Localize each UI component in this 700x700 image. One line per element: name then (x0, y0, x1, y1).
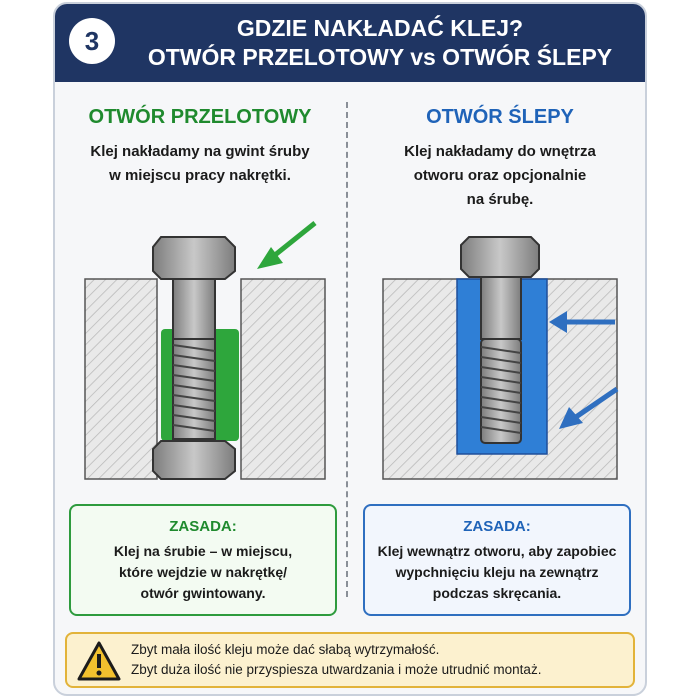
blind-hole-rule-box (363, 504, 631, 616)
nut (153, 441, 235, 479)
rule-line-1: Klej wewnątrz otworu, aby zapobiec (377, 543, 617, 559)
through-hole-title: OTWÓR PRZELOTOWY (88, 106, 312, 128)
bolt-thread (481, 339, 521, 443)
title-line-2: OTWÓR PRZELOTOWY vs OTWÓR ŚLEPY (147, 44, 613, 70)
through-hole-desc-line-1: Klej nakładamy na gwint śruby (90, 143, 310, 160)
right-block-part (241, 279, 325, 479)
bolt-thread (173, 339, 215, 439)
rule-title: ZASADA: (169, 518, 237, 535)
green-arrow-icon (257, 223, 315, 269)
column-divider (346, 102, 348, 597)
title-line-1: GDZIE NAKŁADAĆ KLEJ? (236, 15, 524, 41)
rule-line-3: podczas skręcania. (432, 585, 562, 601)
bolt-shank (481, 277, 521, 339)
blind-hole-title: OTWÓR ŚLEPY (426, 106, 574, 128)
warning-line-2: Zbyt duża ilość nie przyspiesza utwardzania i może utrudnić montaż. (131, 662, 542, 677)
page-title (125, 14, 635, 72)
bolt-head (153, 237, 235, 279)
bolt-head (461, 237, 539, 277)
through-hole-description (55, 140, 345, 188)
rule-title: ZASADA: (463, 518, 531, 535)
through-hole-diagram (75, 219, 345, 484)
blind-hole-diagram (365, 219, 635, 484)
rule-line-1: Klej na śrubie – w miejscu, (113, 543, 293, 559)
warning-box (65, 632, 635, 688)
blind-hole-description (355, 140, 645, 212)
through-hole-rule-box (69, 504, 337, 616)
rule-line-2: wypchnięciu kleju na zewnątrz (395, 564, 599, 580)
instruction-card (53, 2, 647, 696)
rule-line-2: które wejdzie w nakrętkę/ (118, 564, 288, 580)
rule-line-3: otwór gwintowany. (140, 585, 266, 601)
through-hole-desc-line-2: w miejscu pracy nakrętki. (109, 167, 291, 184)
left-block-part (85, 279, 157, 479)
step-number-badge: 3 (69, 18, 115, 64)
warning-line-1: Zbyt mała ilość kleju może dać słabą wytrzymałość. (131, 642, 440, 657)
header-bar (55, 4, 645, 82)
warning-triangle-icon (77, 640, 121, 682)
blind-hole-desc-line-2: otworu oraz opcjonalnie (413, 167, 587, 184)
warning-text (131, 640, 541, 680)
blind-hole-desc-line-3: na śrubę. (466, 191, 534, 208)
blind-hole-desc-line-1: Klej nakładamy do wnętrza (404, 143, 596, 160)
bolt-shank (173, 279, 215, 339)
